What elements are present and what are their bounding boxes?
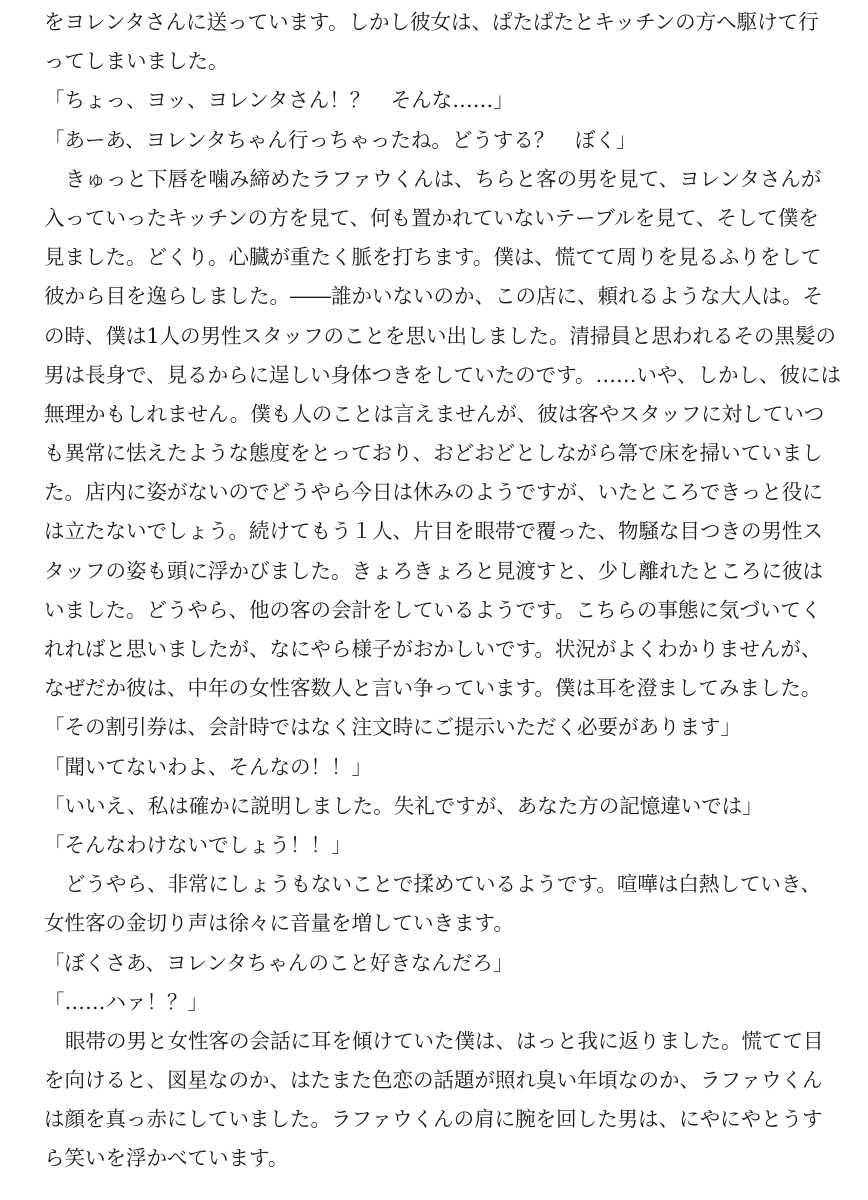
- text-line: 「あーあ、ヨレンタちゃん行っちゃったね。どうする？ ぼく」: [44, 127, 637, 152]
- text-line: を向けると、図星なのか、はたまた色恋の話題が照れ臭い年頃なのか、ラファウくん: [44, 1068, 823, 1093]
- text-line: ってしまいました。: [44, 49, 229, 74]
- text-line: なぜだか彼は、中年の女性客数人と言い争っています。僕は耳を澄ましてみました。: [44, 676, 822, 701]
- text-line: 「いいえ、私は確かに説明しました。失礼ですが、あなた方の記憶違いでは」: [44, 793, 763, 818]
- text-line: た。店内に姿がないのでどうやら今日は休みのようですが、いたところできっと役に: [44, 480, 823, 505]
- text-line: 「聞いてないわよ、そんなの！！」: [44, 754, 372, 779]
- text-line: は顔を真っ赤にしていました。ラファウくんの肩に腕を回した男は、にやにやとうす: [44, 1107, 823, 1132]
- body-text: [44, 0, 844, 1179]
- text-line: 眼帯の男と女性客の会話に耳を傾けていた僕は、はっと我に返りました。慌てて目: [65, 1028, 824, 1053]
- text-line: 男は長身で、見るからに逞しい身体つきをしていたのです。……いや、しかし、彼には: [44, 362, 842, 387]
- text-line: 「ぼくさあ、ヨレンタちゃんのこと好きなんだろ」: [44, 950, 514, 975]
- text-line: ら笑いを浮かべています。: [44, 1146, 289, 1171]
- text-line: 「……ハァ！？」: [44, 989, 208, 1014]
- text-line: きゅっと下唇を噛み締めたラファウくんは、ちらと客の男を見て、ヨレンタさんが: [65, 166, 822, 191]
- text-line: 「そんなわけないでしょう！！」: [44, 832, 352, 857]
- text-line: は立たないでしょう。続けてもう１人、片目を眼帯で覆った、物騒な目つきの男性ス: [44, 519, 823, 544]
- text-line: どうやら、非常にしょうもないことで揉めているようです。喧嘩は白熱していき、: [65, 872, 822, 897]
- text-line: 「その割引券は、会計時ではなく注文時にご提示いただく必要があります」: [44, 715, 741, 740]
- text-line: の時、僕は1人の男性スタッフのことを思い出しました。清掃員と思われるその黒髪の: [44, 323, 837, 348]
- text-line: タッフの姿も頭に浮かびました。きょろきょろと見渡すと、少し離れたところに彼は: [44, 558, 823, 583]
- text-line: 入っていったキッチンの方を見て、何も置かれていないテーブルを見て、そして僕を: [44, 205, 819, 230]
- text-line: 女性客の金切り声は徐々に音量を増していきます。: [44, 911, 514, 936]
- text-line: 「ちょっ、ヨッ、ヨレンタさん！？ そんな……」: [44, 88, 514, 113]
- text-line: れればと思いましたが、なにやら様子がおかしいです。状況がよくわかりませんが、: [44, 637, 822, 661]
- text-line: 無理かもしれません。僕も人のことは言えませんが、彼は客やスタッフに対していつ: [44, 401, 825, 426]
- text-line: いました。どうやら、他の客の会計をしているようです。こちらの事態に気づいてく: [44, 597, 822, 622]
- text-line: 見ました。どくり。心臓が重たく脈を打ちます。僕は、慌てて周りを見るふりをして: [44, 245, 822, 270]
- text-line: も異常に怯えたような態度をとっており、おどおどとしながら箒で床を掃いていまし: [44, 441, 823, 466]
- text-line: 彼から目を逸らしました。――誰かいないのか、この店に、頼れるような大人は。そ: [44, 284, 823, 309]
- text-line: をヨレンタさんに送っています。しかし彼女は、ぱたぱたとキッチンの方へ駆けて行: [44, 10, 819, 34]
